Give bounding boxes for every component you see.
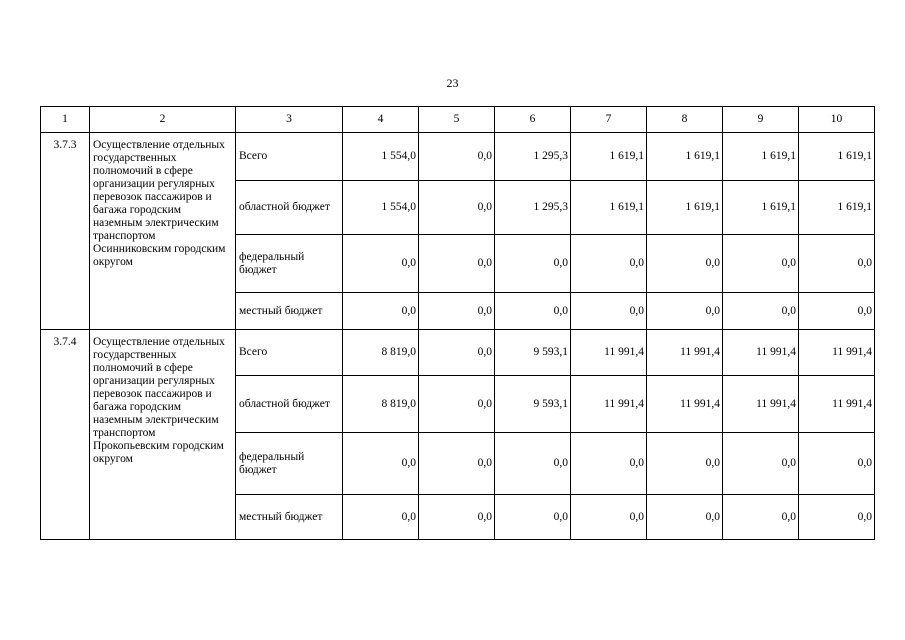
value-cell: 1 619,1 <box>799 133 875 181</box>
funding-source: федеральный бюджет <box>236 433 343 495</box>
section-name: Осуществление отдельных государственных полномочий в сфере организации регулярных перевозок пассажиров и багажа городским наземным электрическим транспортом Осинниковским городским округом <box>90 133 236 330</box>
value-cell: 0,0 <box>419 376 495 433</box>
value-cell: 0,0 <box>799 293 875 330</box>
section-code: 3.7.3 <box>41 133 90 330</box>
value-cell: 0,0 <box>419 181 495 235</box>
funding-source: областной бюджет <box>236 181 343 235</box>
value-cell: 11 991,4 <box>723 376 799 433</box>
table-row <box>41 133 875 181</box>
funding-source: Всего <box>236 133 343 181</box>
header-cell: 1 <box>41 107 90 133</box>
header-cell: 3 <box>236 107 343 133</box>
page-number: 23 <box>446 76 459 90</box>
value-cell: 11 991,4 <box>647 330 723 376</box>
value-cell: 0,0 <box>419 235 495 293</box>
header-cell: 9 <box>723 107 799 133</box>
value-cell: 0,0 <box>647 293 723 330</box>
value-cell: 0,0 <box>343 433 419 495</box>
value-cell: 1 619,1 <box>571 133 647 181</box>
value-cell: 0,0 <box>571 293 647 330</box>
header-cell: 7 <box>571 107 647 133</box>
section-code: 3.7.4 <box>41 330 90 540</box>
value-cell: 0,0 <box>647 433 723 495</box>
header-cell: 4 <box>343 107 419 133</box>
value-cell: 11 991,4 <box>723 330 799 376</box>
budget-table <box>40 106 875 540</box>
value-cell: 1 619,1 <box>647 133 723 181</box>
value-cell: 11 991,4 <box>799 376 875 433</box>
header-cell: 8 <box>647 107 723 133</box>
value-cell: 0,0 <box>799 495 875 540</box>
funding-source: местный бюджет <box>236 293 343 330</box>
value-cell: 0,0 <box>647 495 723 540</box>
value-cell: 0,0 <box>343 293 419 330</box>
value-cell: 0,0 <box>723 433 799 495</box>
value-cell: 0,0 <box>343 235 419 293</box>
value-cell: 1 619,1 <box>647 181 723 235</box>
value-cell: 0,0 <box>723 495 799 540</box>
value-cell: 0,0 <box>571 495 647 540</box>
value-cell: 8 819,0 <box>343 330 419 376</box>
section-name: Осуществление отдельных государственных полномочий в сфере организации регулярных перевозок пассажиров и багажа городским наземным электрическим транспортом Прокопьевским городским округом <box>90 330 236 540</box>
value-cell: 1 619,1 <box>723 133 799 181</box>
header-row <box>41 107 875 133</box>
value-cell: 0,0 <box>571 235 647 293</box>
value-cell: 9 593,1 <box>495 376 571 433</box>
value-cell: 0,0 <box>419 495 495 540</box>
value-cell: 0,0 <box>495 293 571 330</box>
value-cell: 11 991,4 <box>799 330 875 376</box>
value-cell: 0,0 <box>419 293 495 330</box>
value-cell: 0,0 <box>799 433 875 495</box>
value-cell: 1 554,0 <box>343 181 419 235</box>
value-cell: 0,0 <box>799 235 875 293</box>
table-row <box>41 330 875 376</box>
header-cell: 6 <box>495 107 571 133</box>
value-cell: 11 991,4 <box>571 376 647 433</box>
header-cell: 5 <box>419 107 495 133</box>
header-cell: 2 <box>90 107 236 133</box>
value-cell: 1 619,1 <box>723 181 799 235</box>
value-cell: 9 593,1 <box>495 330 571 376</box>
value-cell: 1 619,1 <box>799 181 875 235</box>
value-cell: 0,0 <box>343 495 419 540</box>
value-cell: 0,0 <box>495 235 571 293</box>
header-cell: 10 <box>799 107 875 133</box>
value-cell: 0,0 <box>419 330 495 376</box>
value-cell: 0,0 <box>571 433 647 495</box>
value-cell: 8 819,0 <box>343 376 419 433</box>
value-cell: 0,0 <box>723 293 799 330</box>
value-cell: 11 991,4 <box>571 330 647 376</box>
value-cell: 0,0 <box>495 433 571 495</box>
value-cell: 1 619,1 <box>571 181 647 235</box>
value-cell: 1 554,0 <box>343 133 419 181</box>
value-cell: 1 295,3 <box>495 133 571 181</box>
value-cell: 0,0 <box>419 133 495 181</box>
value-cell: 11 991,4 <box>647 376 723 433</box>
funding-source: областной бюджет <box>236 376 343 433</box>
funding-source: Всего <box>236 330 343 376</box>
funding-source: федеральный бюджет <box>236 235 343 293</box>
value-cell: 0,0 <box>495 495 571 540</box>
value-cell: 1 295,3 <box>495 181 571 235</box>
value-cell: 0,0 <box>723 235 799 293</box>
value-cell: 0,0 <box>647 235 723 293</box>
value-cell: 0,0 <box>419 433 495 495</box>
funding-source: местный бюджет <box>236 495 343 540</box>
